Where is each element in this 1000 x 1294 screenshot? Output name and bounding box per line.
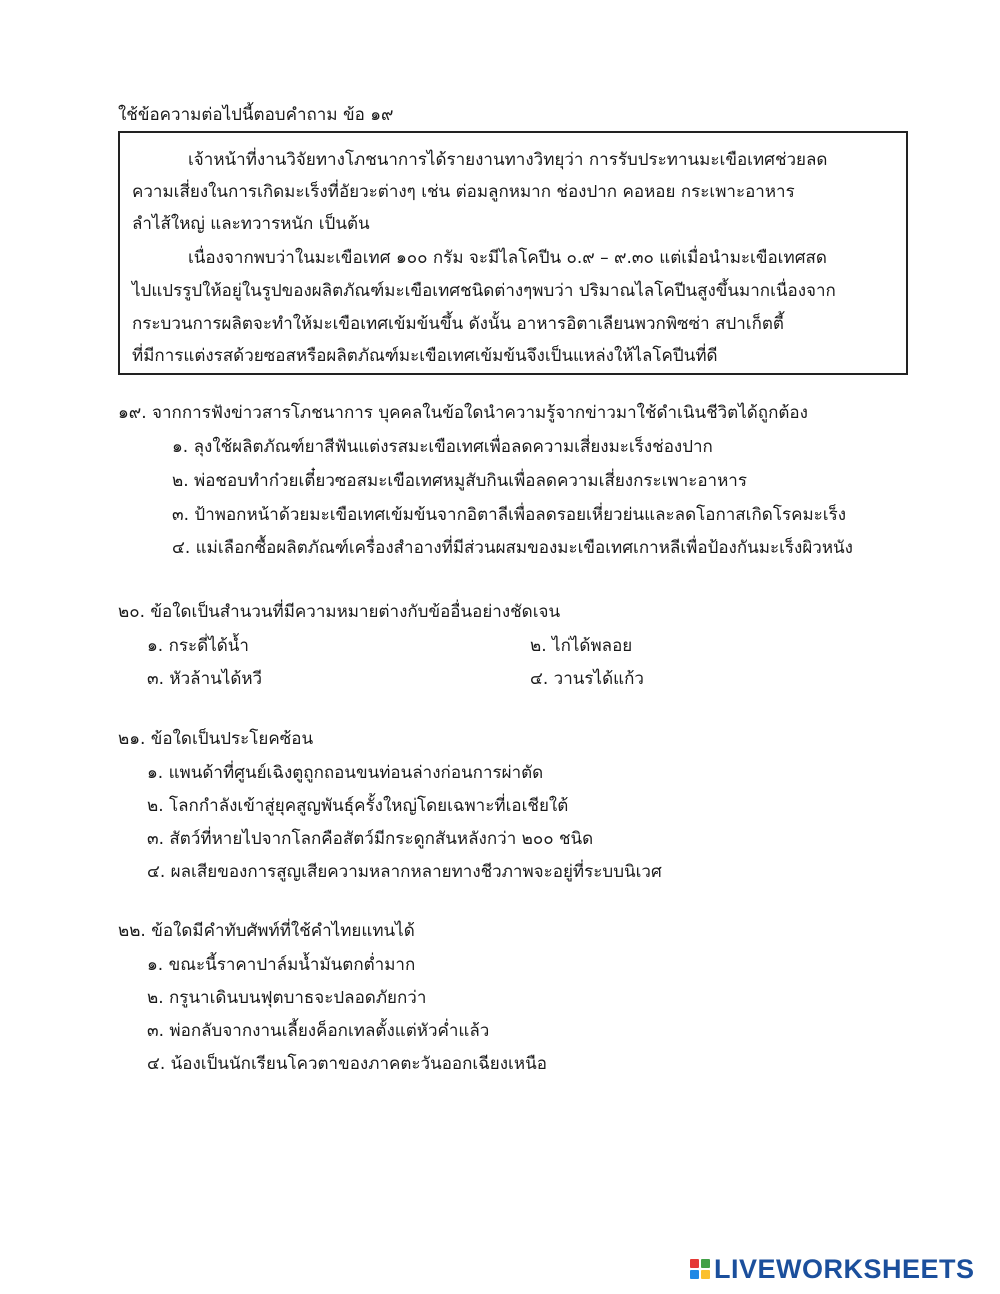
question-19-option-1[interactable]: ๑. ลุงใช้ผลิตภัณฑ์ยาสีฟันแต่งรสมะเขือเทศเพื่อลดความเสี่ยงมะเร็งช่องปาก bbox=[172, 437, 713, 457]
logo-block bbox=[690, 1270, 699, 1279]
logo-text: LIVEWORKSHEETS bbox=[714, 1253, 975, 1284]
passage-line: กระบวนการผลิตจะทำให้มะเขือเทศเข้มข้นขึ้น ดังนั้น อาหารอิตาเลียนพวกพิซซ่า สปาเก็ตตี้ bbox=[132, 314, 784, 334]
question-19-option-4[interactable]: ๔. แม่เลือกซื้อผลิตภัณฑ์เครื่องสำอางที่มีส่วนผสมของมะเขือเทศเกาหลีเพื่อป้องกันมะเร็งผิวหนัง bbox=[172, 538, 853, 558]
logo-block bbox=[690, 1259, 699, 1268]
question-19-option-2[interactable]: ๒. พ่อชอบทำก๋วยเตี๋ยวซอสมะเขือเทศหมูสับกินเพื่อลดความเสี่ยงกระเพาะอาหาร bbox=[172, 471, 747, 491]
logo-blocks-icon bbox=[690, 1259, 710, 1279]
question-22-option-1[interactable]: ๑. ขณะนี้ราคาปาล์มน้ำมันตกต่ำมาก bbox=[147, 955, 416, 975]
question-20-option-3[interactable]: ๓. หัวล้านได้หวี bbox=[147, 669, 263, 689]
liveworksheets-logo bbox=[690, 1252, 975, 1286]
question-22-option-4[interactable]: ๔. น้องเป็นนักเรียนโควตาของภาคตะวันออกเฉียงเหนือ bbox=[147, 1054, 547, 1074]
question-22-option-2[interactable]: ๒. กรูนาเดินบนฟุตบาธจะปลอดภัยกว่า bbox=[147, 988, 427, 1008]
logo-block bbox=[701, 1270, 710, 1279]
instruction-text: ใช้ข้อความต่อไปนี้ตอบคำถาม ข้อ ๑๙ bbox=[118, 105, 394, 125]
passage-line: ไปแปรรูปให้อยู่ในรูปของผลิตภัณฑ์มะเขือเทศชนิดต่างๆพบว่า ปริมาณไลโคปีนสูงขึ้นมากเนื่องจาก bbox=[132, 281, 836, 301]
question-20-option-1[interactable]: ๑. กระดี่ได้น้ำ bbox=[147, 636, 249, 656]
passage-line: ความเสี่ยงในการเกิดมะเร็งที่อัยวะต่างๆ เช่น ต่อมลูกหมาก ช่องปาก คอหอย กระเพาะอาหาร bbox=[132, 182, 795, 202]
question-21-stem: ๒๑. ข้อใดเป็นประโยคซ้อน bbox=[118, 729, 314, 749]
question-19-stem: ๑๙. จากการฟังข่าวสารโภชนาการ บุคคลในข้อใดนำความรู้จากข่าวมาใช้ดำเนินชีวิตได้ถูกต้อง bbox=[118, 403, 808, 423]
question-20-option-4[interactable]: ๔. วานรได้แก้ว bbox=[530, 669, 644, 689]
logo-block bbox=[701, 1259, 710, 1268]
question-21-option-3[interactable]: ๓. สัตว์ที่หายไปจากโลกคือสัตว์มีกระดูกสันหลังกว่า ๒๐๐ ชนิด bbox=[147, 829, 594, 849]
passage-line: ลำไส้ใหญ่ และทวารหนัก เป็นต้น bbox=[132, 214, 370, 234]
question-19-option-3[interactable]: ๓. ป้าพอกหน้าด้วยมะเขือเทศเข้มข้นจากอิตาลีเพื่อลดรอยเหี่ยวย่นและลดโอกาสเกิดโรคมะเร็ง bbox=[172, 505, 847, 525]
question-20-option-2[interactable]: ๒. ไก่ได้พลอย bbox=[530, 636, 633, 656]
passage-line: เนื่องจากพบว่าในมะเขือเทศ ๑๐๐ กรัม จะมีไลโคปีน ๐.๙ – ๙.๓๐ แต่เมื่อนำมะเขือเทศสด bbox=[188, 248, 827, 268]
question-21-option-2[interactable]: ๒. โลกกำลังเข้าสู่ยุคสูญพันธุ์ครั้งใหญ่โดยเฉพาะที่เอเชียใต้ bbox=[147, 796, 569, 816]
question-21-option-4[interactable]: ๔. ผลเสียของการสูญเสียความหลากหลายทางชีวภาพจะอยู่ที่ระบบนิเวศ bbox=[147, 862, 662, 882]
question-20-stem: ๒๐. ข้อใดเป็นสำนวนที่มีความหมายต่างกับข้ออื่นอย่างชัดเจน bbox=[118, 602, 561, 622]
passage-line: ที่มีการแต่งรสด้วยซอสหรือผลิตภัณฑ์มะเขือเทศเข้มข้นจึงเป็นแหล่งให้ไลโคปีนที่ดี bbox=[132, 346, 718, 366]
question-22-option-3[interactable]: ๓. พ่อกลับจากงานเลี้ยงค็อกเทลตั้งแต่หัวค่ำแล้ว bbox=[147, 1021, 490, 1041]
question-21-option-1[interactable]: ๑. แพนด้าที่ศูนย์เฉิงตูถูกถอนขนท่อนล่างก่อนการผ่าตัด bbox=[147, 763, 544, 783]
reading-passage-box bbox=[118, 131, 908, 375]
question-22-stem: ๒๒. ข้อใดมีคำทับศัพท์ที่ใช้คำไทยแทนได้ bbox=[118, 921, 415, 941]
passage-line: เจ้าหน้าที่งานวิจัยทางโภชนาการได้รายงานทางวิทยุว่า การรับประทานมะเขือเทศช่วยลด bbox=[188, 150, 828, 170]
